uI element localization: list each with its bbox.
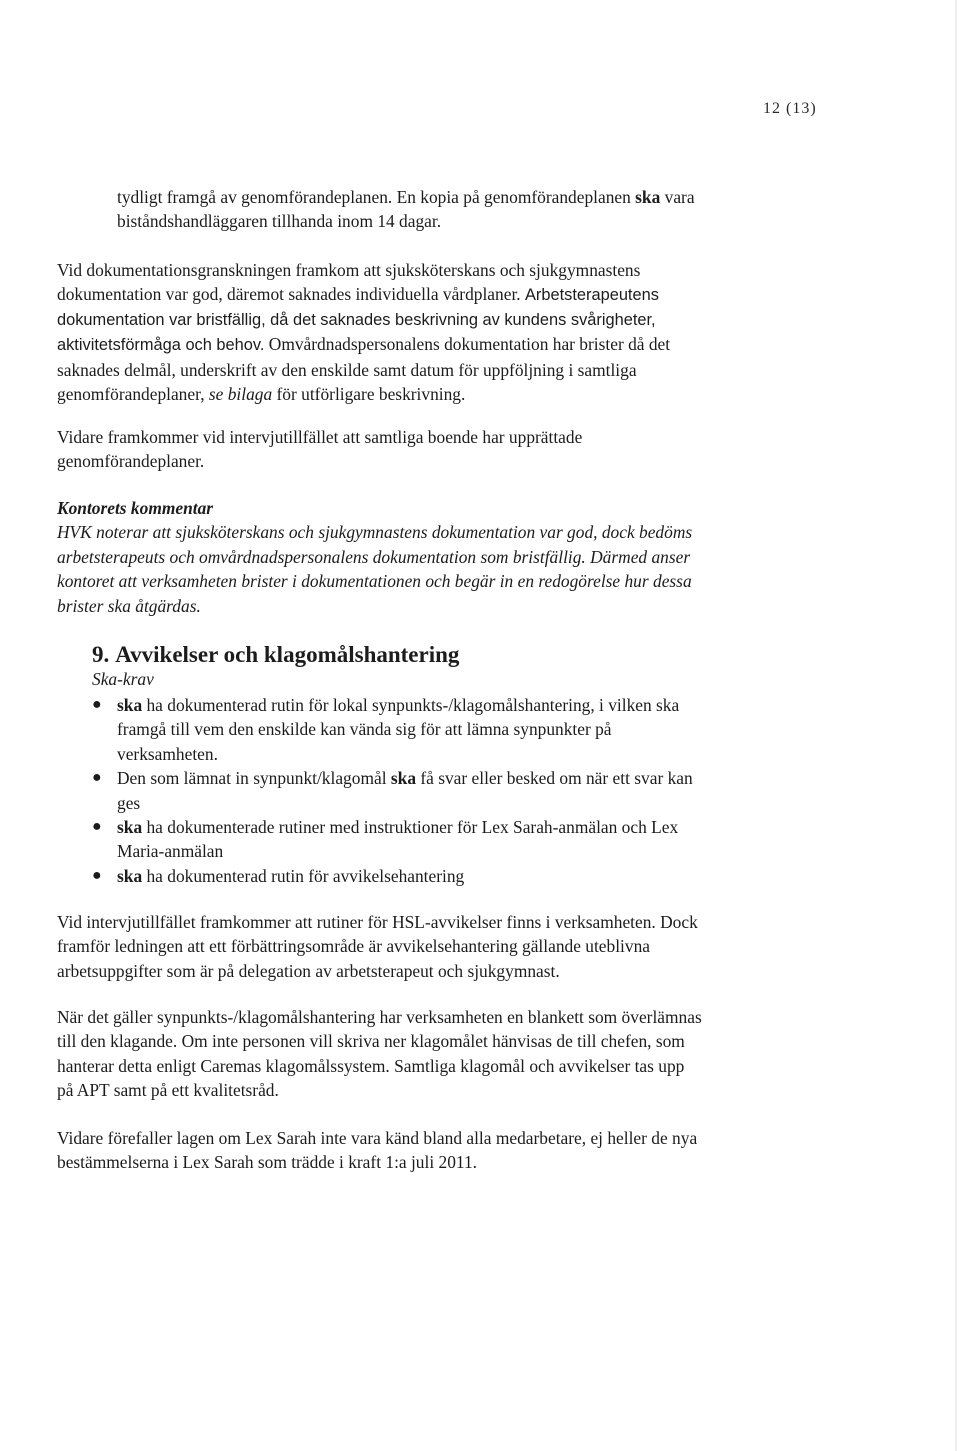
list-item	[92, 693, 827, 766]
text-line: Vid intervjutillfället framkommer att rutiner för HSL-avvikelser finns i verksamheten. Dock	[57, 912, 698, 932]
text-line	[57, 332, 827, 357]
emphasis-ska: ska	[390, 768, 417, 789]
text-line: framför ledningen att ett förbättringsområde är avvikelsehantering gällande uteblivna	[57, 936, 650, 957]
list-item	[92, 766, 827, 815]
paragraph-interview	[57, 425, 827, 474]
text-line: saknades delmål, underskrift av den enskilde samt datum för uppföljning i samtliga	[57, 359, 637, 380]
text-line: på APT samt på ett kvalitetsråd.	[57, 1080, 279, 1101]
text-line: biståndshandläggaren tillhanda inom 14 dagar.	[117, 211, 442, 232]
text-line: arbetsterapeuts och omvårdnadspersonalens dokumentation som bristfällig. Därmed anser	[57, 546, 691, 567]
text-line	[117, 864, 827, 888]
text-line: Maria-anmälan	[117, 841, 224, 862]
text-line: När det gäller synpunkts-/klagomålshantering har verksamheten en blankett som överlämnas	[57, 1007, 702, 1027]
bullet-icon: ●	[92, 696, 102, 713]
text-span: aktivitetsförmåga och behov.	[57, 336, 265, 355]
text-line: brister ska åtgärdas.	[57, 595, 201, 616]
text-line: framgå till vem den enskilde kan vända sig för att lämna synpunkter på	[117, 719, 612, 740]
text-span: ha dokumenterade rutiner med instruktioner för Lex Sarah-anmälan och Lex	[142, 817, 679, 838]
text-span: se bilaga	[208, 384, 273, 405]
paragraph-continuation	[117, 185, 827, 234]
text-span: Den som lämnat in synpunkt/klagomål	[117, 768, 391, 789]
text-line	[57, 382, 827, 406]
text-line: bestämmelserna i Lex Sarah som trädde i kraft 1:a juli 2011.	[57, 1152, 477, 1173]
paragraph-hsl-deviations	[57, 910, 827, 983]
text-span: för utförligare beskrivning.	[272, 384, 466, 405]
text-line: arbetsuppgifter som är på delegation av arbetsterapeut och sjukgymnast.	[57, 960, 560, 981]
text-span: Arbetsterapeutens	[524, 286, 659, 305]
scan-edge-line	[955, 0, 957, 1451]
text-line: Vid dokumentationsgranskningen framkom att sjuksköterskans och sjukgymnastens	[57, 260, 641, 280]
bullet-icon: ●	[92, 769, 102, 787]
text-span: vara	[660, 187, 695, 207]
section-title: Avvikelser och klagomålshantering	[115, 642, 460, 667]
paragraph-lex-sarah	[57, 1126, 827, 1175]
text-line: ges	[117, 792, 141, 813]
text-line	[117, 185, 827, 209]
text-line: genomförandeplaner.	[57, 451, 205, 472]
section-number: 9.	[92, 642, 110, 667]
text-span: dokumentation var god, däremot saknades individuella vårdplaner.	[57, 284, 525, 305]
text-line: Vidare framkommer vid intervjutillfället att samtliga boende har upprättade	[57, 427, 583, 447]
text-line	[57, 282, 827, 307]
bullet-icon: ●	[92, 818, 102, 836]
text-line	[117, 815, 827, 839]
text-line: dokumentation var bristfällig, då det saknades beskrivning av kundens svårigheter,	[57, 310, 656, 329]
text-span: ha dokumenterad rutin för avvikelsehantering	[142, 865, 465, 886]
text-span: genomförandeplaner,	[57, 384, 209, 405]
emphasis-ska: ska	[117, 817, 143, 838]
text-span: tydligt framgå av genomförandeplanen. En kopia på genomförandeplanen	[117, 187, 636, 207]
comment-title: Kontorets kommentar	[57, 498, 214, 518]
text-line: HVK noterar att sjuksköterskans och sjukgymnastens dokumentation var god, dock bedöms	[57, 522, 693, 543]
emphasis-ska: ska	[117, 695, 143, 715]
office-comment	[57, 496, 827, 618]
text-line: Vidare förefaller lagen om Lex Sarah inte vara känd bland alla medarbetare, ej heller de nya	[57, 1128, 698, 1148]
bullet-icon: ●	[92, 866, 102, 884]
paragraph-documentation-review	[57, 258, 827, 406]
text-line	[117, 693, 827, 717]
text-line: till den klagande. Om inte personen vill skriva ner klagomålet hänvisas de till chefen, som	[57, 1031, 685, 1052]
text-line: hanterar detta enligt Caremas klagomålssystem. Samtliga klagomål och avvikelser tas upp	[57, 1055, 685, 1076]
emphasis-ska: ska	[117, 865, 143, 886]
text-span: Omvårdnadspersonalens dokumentation har brister då det	[264, 334, 671, 355]
list-item	[92, 815, 827, 864]
paragraph-complaints	[57, 1005, 827, 1103]
requirements-list	[92, 693, 827, 888]
text-line: kontoret att verksamheten brister i dokumentationen och begär in en redogörelse hur dessa	[57, 571, 692, 592]
list-item	[92, 864, 827, 888]
page-number: 12 (13)	[763, 100, 817, 117]
text-span: få svar eller besked om när ett svar kan	[416, 768, 693, 789]
section-heading	[92, 640, 459, 670]
section-subtitle: Ska-krav	[92, 669, 154, 689]
text-line: verksamheten.	[117, 743, 218, 764]
text-line	[117, 766, 827, 790]
text-span: ha dokumenterad rutin för lokal synpunkts-/klagomålshantering, i vilken ska	[142, 695, 680, 715]
emphasis-ska: ska	[635, 187, 661, 207]
